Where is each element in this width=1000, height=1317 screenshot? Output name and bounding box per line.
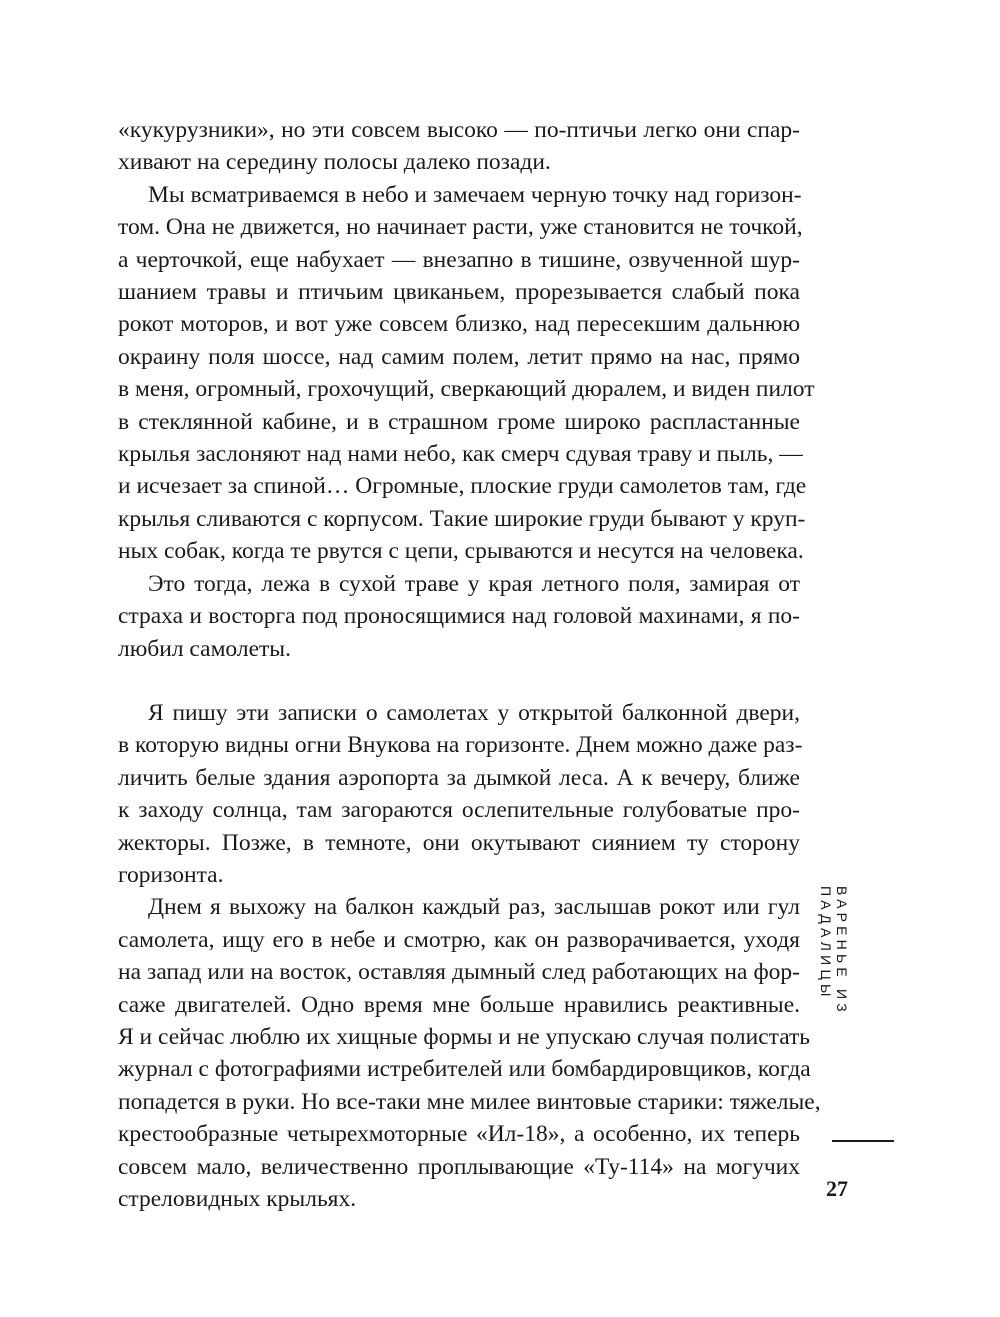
folio-rule [832, 1140, 894, 1142]
section-break [118, 665, 800, 697]
text-line: в стеклянной кабине, и в страшном громе широко распластанные [118, 408, 800, 435]
text-line: «кукурузники», но эти совсем высоко — по-птичьи легко они спар- [118, 117, 800, 143]
text-line: стреловидных крыльях. [118, 1186, 357, 1212]
paragraph [118, 179, 815, 568]
text-line: окраину поля шоссе, над самим полем, летит прямо на нас, прямо [118, 343, 800, 370]
text-line: к заходу солнца, там загораются ослепительные голубоватые про- [118, 797, 800, 824]
page-number: 27 [826, 1176, 848, 1201]
text-line: крылья заслоняют над нами небо, как смерч сдувая траву и пыль, — [118, 441, 803, 468]
text-line: жекторы. Позже, в темноте, они окутывают сиянием ту сторону [118, 829, 800, 856]
text-line: совсем мало, величественно проплывающие «Ту-114» на могучих [118, 1153, 800, 1180]
text-line: любил самолеты. [118, 635, 291, 662]
text-line: журнал с фотографиями истребителей или бомбардировщиков, когда [118, 1056, 811, 1083]
text-line: и исчезает за спиной… Огромные, плоские груди самолетов там, где [118, 473, 807, 500]
text-line: Я и сейчас люблю их хищные формы и не упускаю случая полистать [118, 1023, 811, 1050]
text-line: самолета, ищу его в небе и смотрю, как он разворачивается, уходя [118, 926, 800, 953]
text-line: Днем я выхожу на балкон каждый раз, заслышав рокот или гул [148, 894, 800, 921]
text-line: крылья сливаются с корпусом. Такие широкие груди бывают у круп- [118, 505, 806, 532]
text-line: личить белые здания аэропорта за дымкой леса. А к вечеру, ближе [118, 764, 800, 791]
text-line: Мы всматриваемся в небо и замечаем черную точку над горизон- [148, 181, 802, 208]
body-text [118, 114, 821, 1215]
text-line: саже двигателей. Одно время мне больше нравились реактивные. [118, 991, 800, 1018]
text-line: шанием травы и птичьим цвиканьем, прорезывается слабый пока [118, 279, 800, 306]
paragraph [118, 568, 800, 665]
text-line: а черточкой, еще набухает — внезапно в тишине, озвученной шур- [118, 246, 800, 273]
paragraph [118, 697, 803, 891]
text-line: том. Она не движется, но начинает расти, уже становится не точкой, [118, 214, 803, 241]
running-head: ВАРЕНЬЕ ИЗ ПАДАЛИЦЫ [818, 886, 850, 1016]
paragraph [118, 891, 821, 1215]
text-line: попадется в руки. Но все-таки мне милее винтовые старики: тяжелые, [118, 1088, 821, 1115]
text-line: на запад или на восток, оставляя дымный след работающих на фор- [118, 959, 800, 986]
text-line: в которую видны огни Внукова на горизонте. Днем можно даже раз- [118, 732, 803, 759]
text-line: хивают на середину полосы далеко позади. [118, 149, 551, 176]
text-line: горизонта. [118, 861, 224, 888]
text-line: в меня, огромный, грохочущий, сверкающий дюралем, и виден пилот [118, 376, 815, 403]
text-line: рокот моторов, и вот уже совсем близко, над пересекшим дальнюю [118, 311, 800, 338]
text-line: страха и восторга под проносящимися над головой махинами, я по- [118, 603, 800, 630]
text-line: крестообразные четырехмоторные «Ил-18», а особенно, их теперь [118, 1121, 800, 1148]
text-line: Это тогда, лежа в сухой траве у края летного поля, замирая от [148, 570, 800, 597]
text-line: Я пишу эти записки о самолетах у открытой балконной двери, [148, 699, 800, 726]
paragraph [118, 114, 800, 179]
text-line: ных собак, когда те рвутся с цепи, срываются и несутся на человека. [118, 538, 804, 565]
